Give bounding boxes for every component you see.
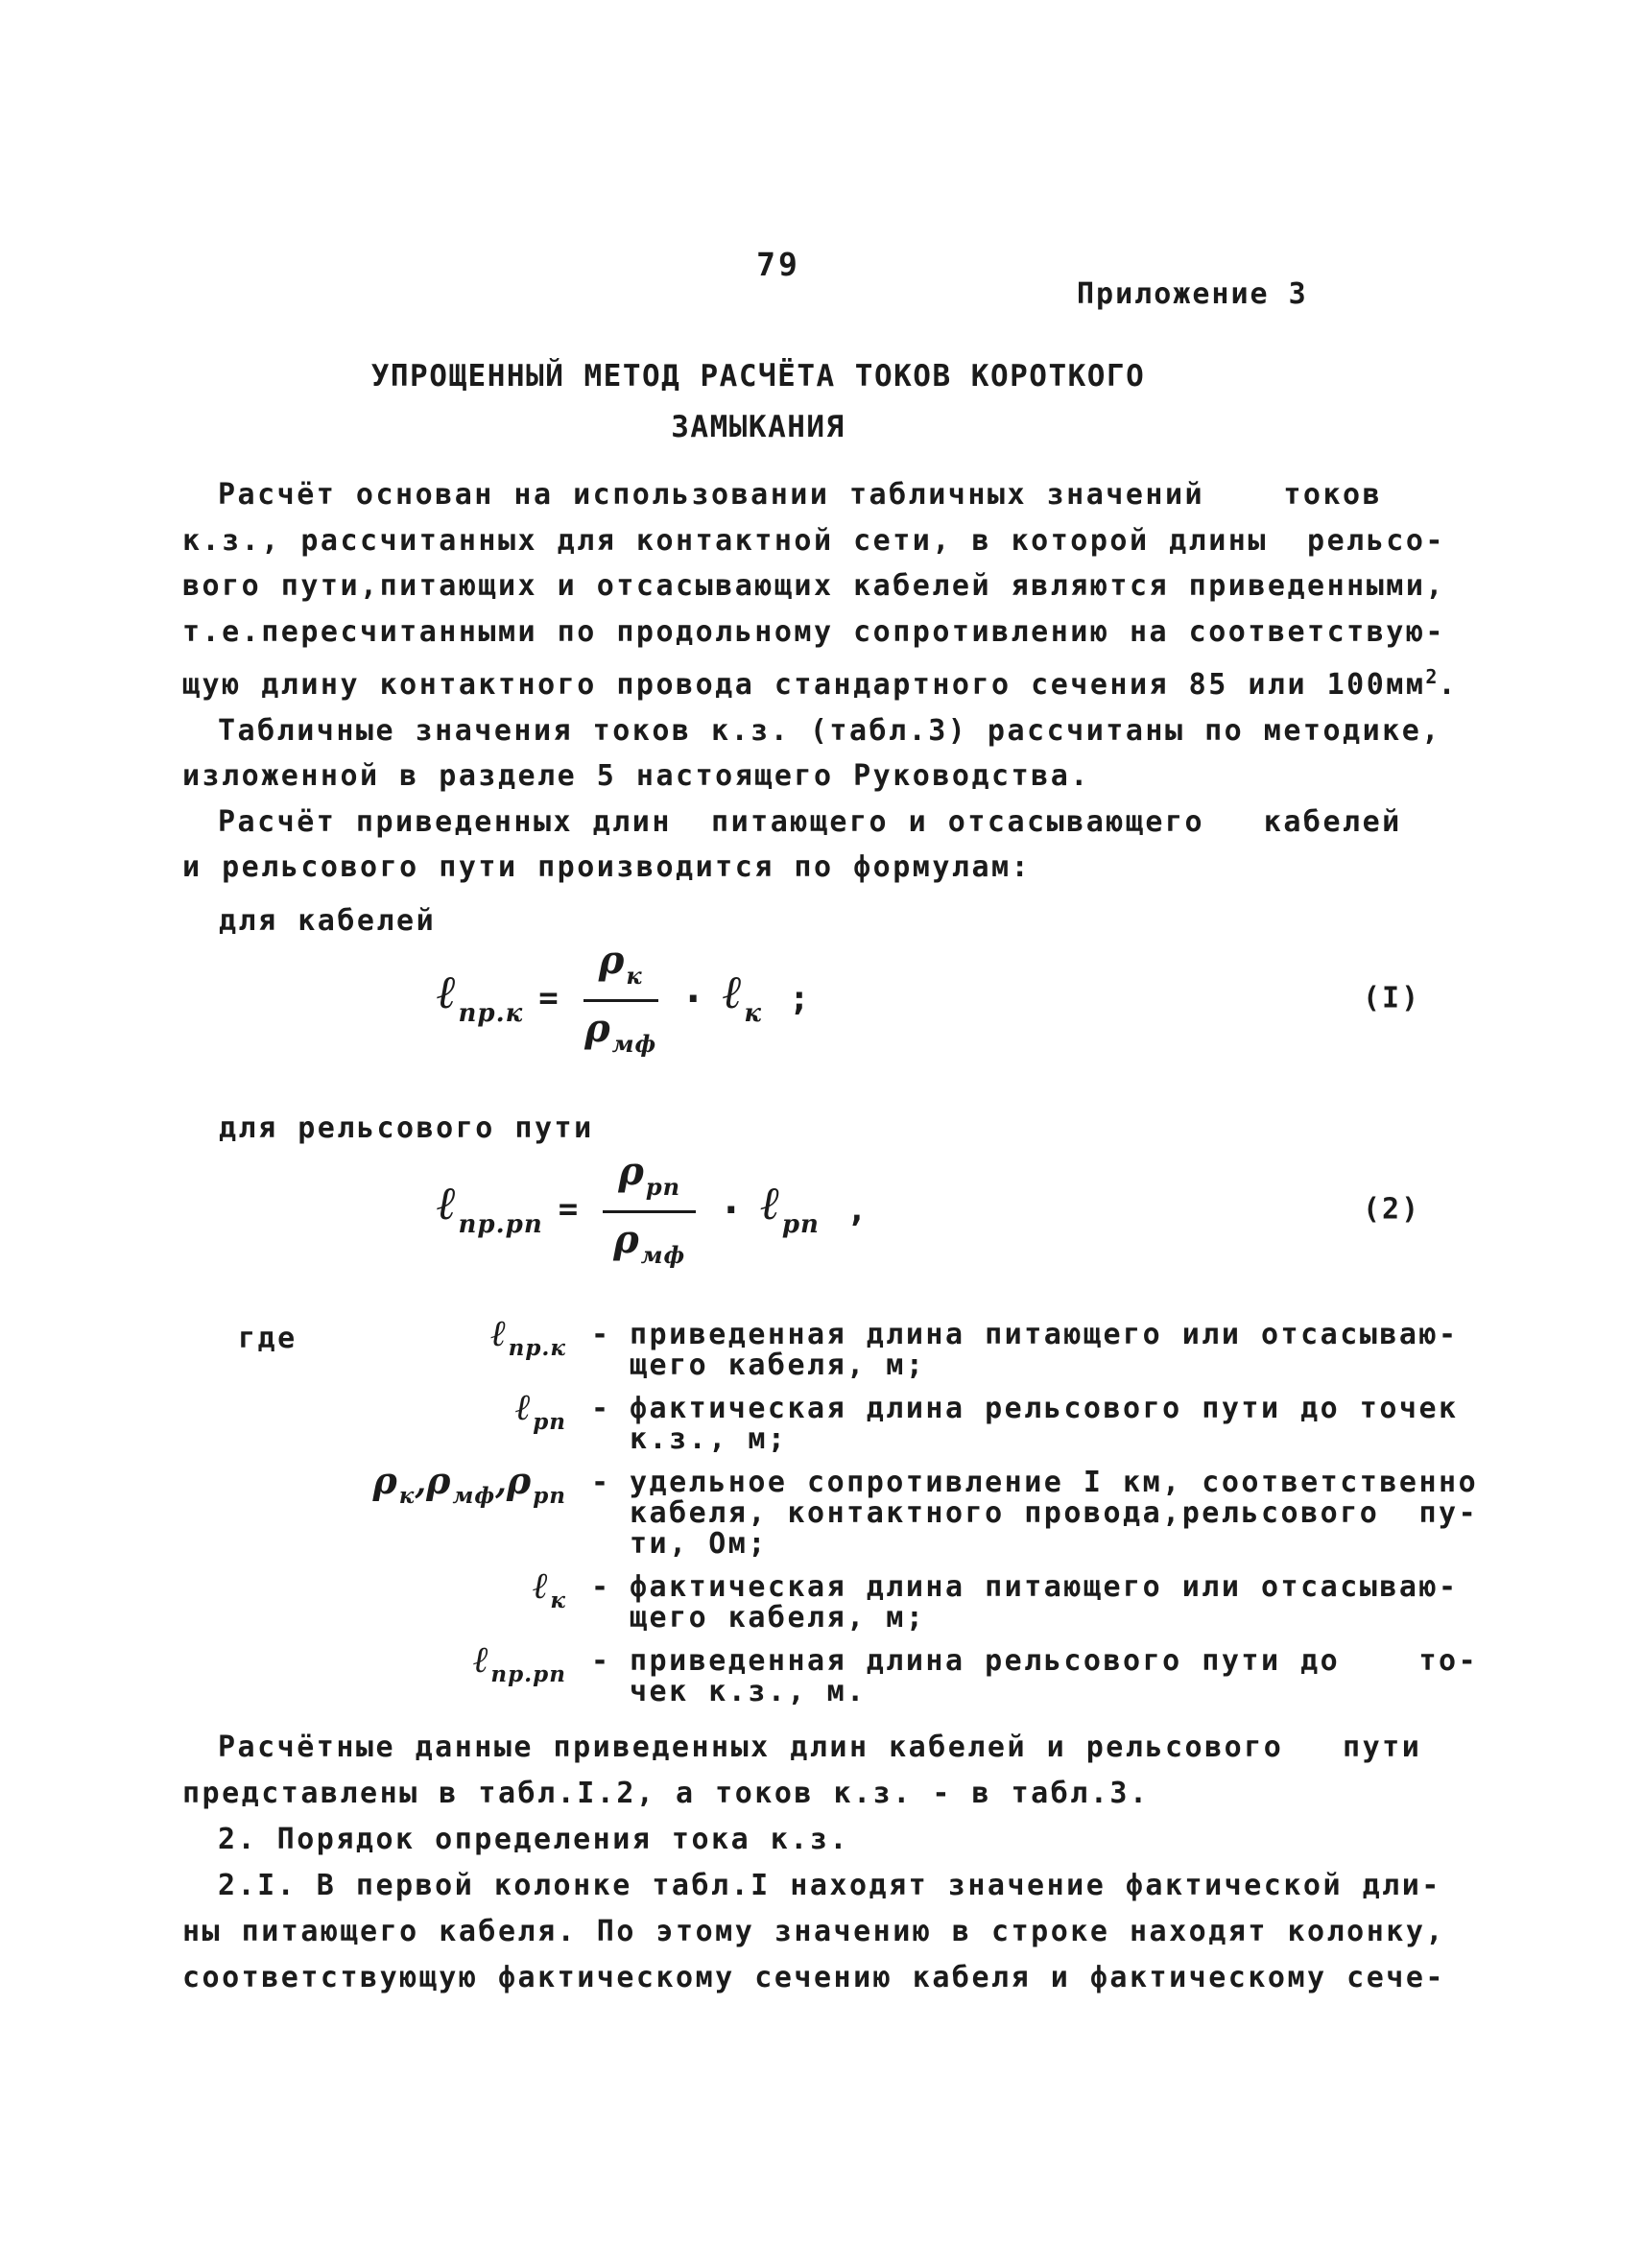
multiplication-dot: · [680,974,705,1022]
formula-1-number: (I) [1363,981,1421,1015]
title-line-1: УПРОЩЕННЫЙ МЕТОД РАСЧЁТА ТОКОВ КОРОТКОГО [370,359,1146,394]
definition-row [182,1311,1555,1382]
paragraph-5-line: 2.I. В первой колонке табл.I находят значение фактической дли- [218,1869,1441,1902]
subscript: рп [533,1409,566,1435]
paragraph-1-line: к.з., рассчитанных для контактной сети, в которой длины рельсо- [182,523,1445,558]
body-paragraphs [182,472,1458,891]
formula-1-expression [182,936,1643,1061]
formula-2-rhs [760,1176,820,1239]
subscript: мф [452,1483,496,1509]
variable-symbol [182,1637,591,1690]
formula-2-punctuation: , [845,1189,868,1229]
appendix-label: Приложение 3 [1077,277,1308,311]
paragraph-2-line: изложенной в разделе 5 настоящего Руководства. [182,759,1090,793]
formula-2 [182,1147,1643,1272]
comma: , [495,1464,507,1502]
definition-dash: - [591,1466,611,1499]
document-title [0,351,1516,453]
definition-text [630,1468,1555,1560]
numerator [583,937,658,1002]
definition-line: фактическая длина питающего или отсасываю- [630,1570,1459,1604]
denominator [584,1002,656,1058]
subscript: к [626,961,643,990]
rho-symbol: ρ [584,1005,610,1051]
denominator [613,1213,685,1269]
definition-line: кабеля, контактного провода,рельсового пу- [630,1496,1479,1530]
formula-1-punctuation: ; [789,978,810,1018]
subscript: к [744,998,763,1028]
paragraph-1-line [182,655,1458,708]
subscript: рп [645,1172,681,1201]
variable-symbol [182,1311,591,1364]
definition-line: фактическая длина рельсового пути до точек [630,1392,1459,1425]
variable-symbol [182,1564,591,1616]
rho-symbol: ρ [598,937,625,983]
definition-row [182,1564,1555,1635]
paragraph-4-line: Расчётные данные приведенных длин кабелей и рельсового пути [218,1731,1422,1764]
definition-line: удельное сопротивление I км, соответственно [630,1466,1479,1499]
title-line-2: ЗАМЫКАНИЯ [671,410,845,444]
where-definitions [182,1311,1555,1720]
definition-dash: - [591,1644,611,1678]
paragraph-1-line: Расчёт основан на использовании табличных значений токов [218,478,1383,512]
paragraph-1-line-text: щую длину контактного провода стандартного сечения 85 или 100мм [182,668,1426,702]
formula-1-rhs [722,965,763,1028]
rho-symbol: ρ [618,1148,644,1194]
definition-line: к.з., м; [630,1422,788,1456]
closing-paragraphs [182,1725,1445,2001]
numerator [603,1148,696,1213]
formula-2-lhs [437,1176,543,1239]
where-label: где [238,1322,298,1355]
paragraph-4-line: представлены в табл.I.2, а токов к.з. - в табл.3. [182,1777,1150,1810]
definition-text [630,1394,1555,1455]
subscript: мф [640,1240,686,1269]
rho-symbol: ρ [372,1459,397,1502]
subscript: к [398,1483,416,1509]
script-ell: ℓ [437,965,457,1019]
fraction [603,1148,696,1269]
definition-dash: - [591,1392,611,1425]
paragraph-2-line: Табличные значения токов к.з. (табл.3) рассчитаны по методике, [218,713,1441,748]
fraction [583,937,658,1058]
formula-1-label: для кабелей [219,904,437,938]
paragraph-1-line: вого пути,питающих и отсасывающих кабелей являются приведенными, [182,569,1445,603]
formula-2-label: для рельсового пути [219,1111,594,1145]
definition-row [182,1637,1555,1708]
formula-1-lhs [437,965,524,1028]
paragraph-1-line-end: . [1438,668,1458,702]
definition-line: щего кабеля, м; [630,1349,926,1382]
paragraph-3-line: и рельсового пути производится по формулам: [182,850,1032,884]
paragraph-5-line: ны питающего кабеля. По этому значению в строке находят колонку, [182,1915,1445,1948]
definition-dash: - [591,1570,611,1604]
definition-line: приведенная длина питающего или отсасываю- [630,1318,1459,1351]
definition-row [182,1385,1555,1456]
rho-symbol: ρ [613,1216,639,1262]
definition-line: щего кабеля, м; [630,1601,926,1635]
list-item-2: 2. Порядок определения тока к.з. [218,1823,849,1856]
paragraph-1-line: т.е.пересчитанными по продольному сопротивлению на соответствую- [182,614,1445,649]
subscript: пр.к [508,1335,566,1361]
script-ell: ℓ [760,1176,780,1230]
subscript: рп [533,1483,566,1509]
superscript-two: 2 [1425,665,1439,688]
definition-dash: - [591,1318,611,1351]
equals-sign: = [558,1190,579,1229]
script-ell: ℓ [533,1564,549,1607]
script-ell: ℓ [473,1637,489,1681]
subscript: пр.рп [458,1209,543,1239]
subscript: рп [781,1209,820,1239]
paragraph-5-line: соответствующую фактическому сечению кабеля и фактическому сече- [182,1961,1445,1994]
subscript: к [550,1588,566,1613]
rho-symbol: ρ [506,1459,532,1502]
equals-sign: = [538,979,559,1017]
definition-text [630,1320,1555,1381]
subscript: мф [611,1029,657,1058]
paragraph-3-line: Расчёт приведенных длин питающего и отсасывающего кабелей [218,804,1402,839]
definition-line: приведенная длина рельсового пути до то- [630,1644,1479,1678]
subscript: пр.рп [490,1661,566,1687]
variable-symbol-group [182,1459,591,1512]
rho-symbol: ρ [426,1459,451,1502]
multiplication-dot: · [719,1185,744,1233]
definition-text [630,1646,1555,1707]
subscript: пр.к [458,998,524,1028]
script-ell: ℓ [514,1385,532,1428]
script-ell: ℓ [722,965,743,1019]
script-ell: ℓ [437,1176,457,1230]
formula-1 [182,936,1643,1061]
comma: , [415,1464,427,1502]
formula-2-number: (2) [1363,1192,1421,1227]
formula-2-expression [182,1147,1643,1272]
definition-line: чек к.з., м. [630,1675,867,1708]
script-ell: ℓ [490,1311,507,1354]
definition-line: ти, Ом; [630,1527,768,1561]
variable-symbol [182,1385,591,1438]
definition-row [182,1459,1555,1561]
definition-text [630,1572,1555,1634]
page-number: 79 [756,246,800,283]
